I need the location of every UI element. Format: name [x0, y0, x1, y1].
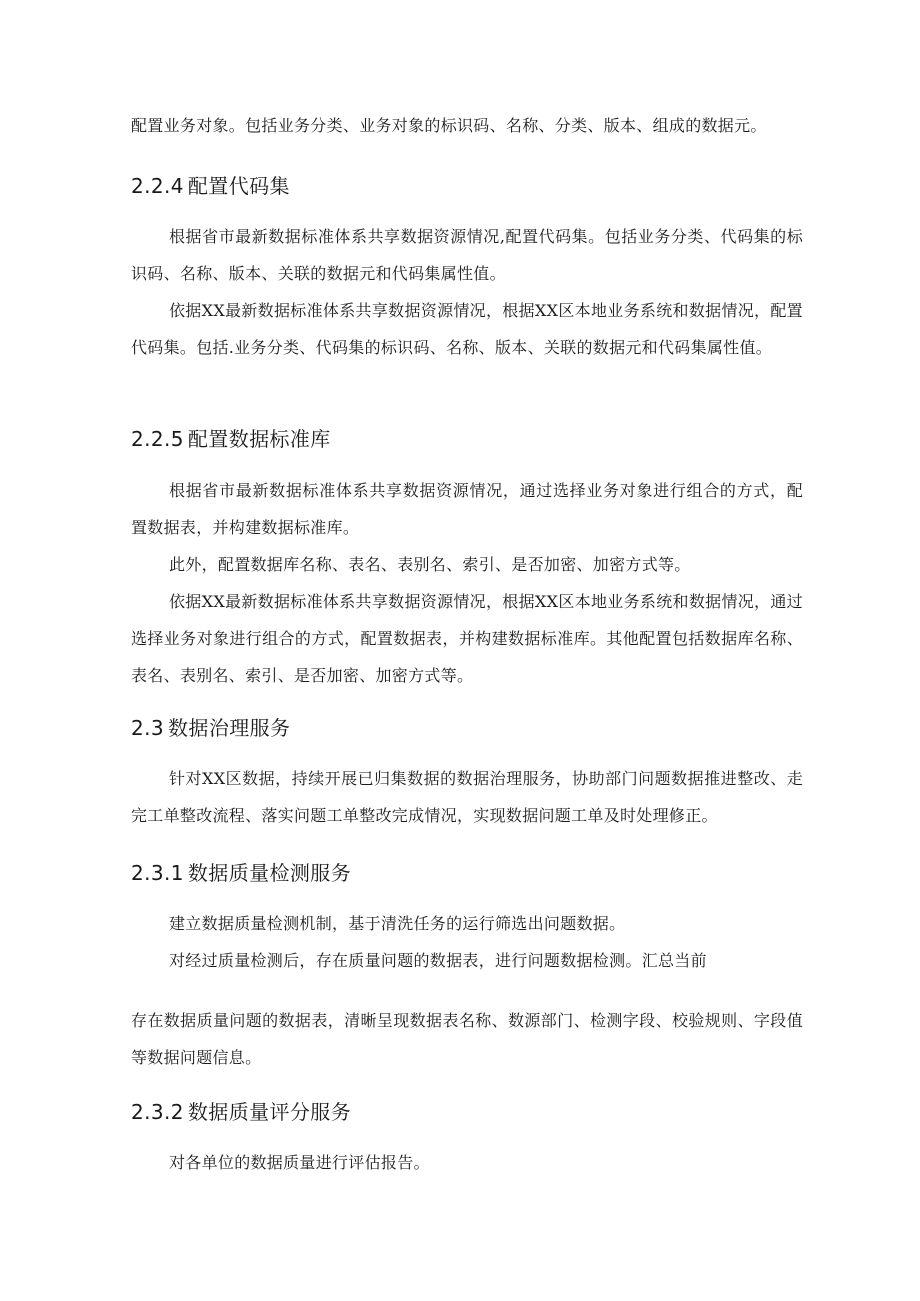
paragraph-standard-lib-3: 依据XX最新数据标准体系共享数据资源情况，根据XX区本地业务系统和数据情况，通过选择业务对象进行组合的方式，配置数据表，并构建数据标准库。其他配置包括数据库名称、表名、表别名、索引、是否加密、加密方式等。 [131, 592, 803, 685]
heading-2-2-5 [131, 424, 803, 454]
paragraph-quality-check-2: 对经过质量检测后，存在质量问题的数据表，进行问题数据检测。汇总当前 [169, 951, 707, 970]
paragraph-quality-check-3: 存在数据质量问题的数据表，清晰呈现数据表名称、数源部门、检测字段、校验规则、字段值等数据问题信息。 [131, 1011, 803, 1067]
heading-2-3 [131, 713, 803, 743]
paragraph-business-object: 配置业务对象。包括业务分类、业务对象的标识码、名称、分类、版本、组成的数据元。 [131, 116, 767, 135]
paragraph-quality-score: 对各单位的数据质量进行评估报告。 [169, 1153, 430, 1172]
paragraph-code-set-1: 根据省市最新数据标准体系共享数据资源情况,配置代码集。包括业务分类、代码集的标识码、名称、版本、关联的数据元和代码集属性值。 [131, 227, 803, 283]
heading-title: 数据质量检测服务 [187, 861, 352, 885]
heading-number: 2.3.1 [131, 861, 184, 885]
heading-title: 配置数据标准库 [187, 427, 331, 451]
paragraph-standard-lib-1: 根据省市最新数据标准体系共享数据资源情况，通过选择业务对象进行组合的方式，配置数据表，并构建数据标准库。 [131, 481, 803, 537]
heading-2-3-1 [131, 858, 803, 888]
heading-2-3-2 [131, 1097, 803, 1127]
heading-number: 2.2.4 [131, 174, 184, 198]
heading-number: 2.2.5 [131, 427, 184, 451]
paragraph-code-set-2: 依据XX最新数据标准体系共享数据资源情况，根据XX区本地业务系统和数据情况，配置代码集。包括.业务分类、代码集的标识码、名称、版本、关联的数据元和代码集属性值。 [131, 301, 803, 357]
heading-title: 数据治理服务 [168, 716, 291, 740]
heading-number: 2.3 [131, 716, 165, 740]
heading-title: 数据质量评分服务 [187, 1100, 352, 1124]
heading-number: 2.3.2 [131, 1100, 184, 1124]
paragraph-quality-check-1: 建立数据质量检测机制，基于清洗任务的运行筛选出问题数据。 [169, 914, 626, 933]
heading-2-2-4 [131, 171, 803, 201]
heading-title: 配置代码集 [187, 174, 290, 198]
paragraph-standard-lib-2: 此外，配置数据库名称、表名、表别名、索引、是否加密、加密方式等。 [169, 555, 691, 574]
paragraph-governance: 针对XX区数据，持续开展已归集数据的数据治理服务，协助部门问题数据推进整改、走完工单整改流程、落实问题工单整改完成情况，实现数据问题工单及时处理修正。 [131, 769, 803, 825]
